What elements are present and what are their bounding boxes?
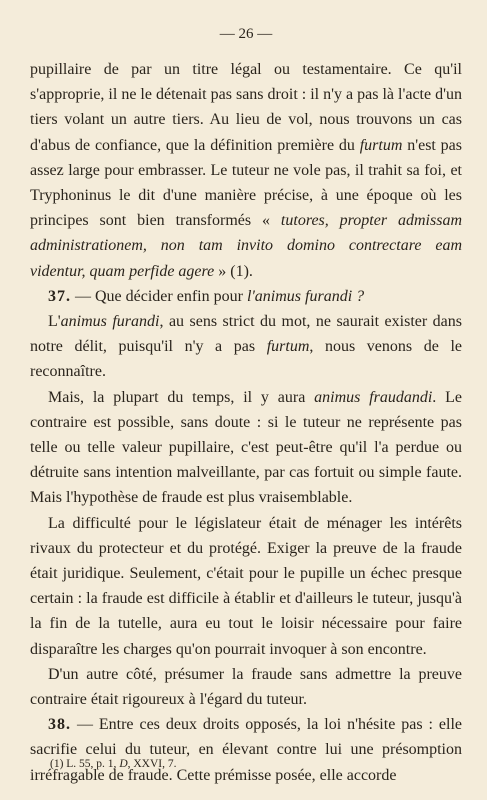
text-run: n'est pas assez large pour embrasser. Le tuteur ne vole pas, il trahit sa foi, et Tryphoninus le dit d'une manière précise, à une époque où les principes sont bien transformés « (30, 136, 463, 230)
italic-text: animus fraudandi (314, 388, 433, 406)
paragraph (30, 385, 462, 511)
paragraph (30, 511, 462, 662)
text-run: La difficulté pour le législateur était de ménager les intérêts rivaux du protecteur et du protégé. Exiger la preuve de la fraude était juridique. Seulement, c'était pour le pupille un échec presque certain : la fraude est difficile à établir et d'ailleurs le tuteur, jusqu'à la fin de la tutelle, aura eu tout le loisir nécessaire pour faire disparaître les charges qu'on pourrait invoquer à son encontre. (30, 514, 462, 658)
italic-text: tutores, propter admissam administrationem, non tam invito domino contrectare eam videntur, quam perfide agere (30, 212, 462, 280)
body-text (30, 57, 462, 788)
text-run: , nous venons de le reconnaître. (30, 338, 462, 381)
footnote-area (30, 758, 462, 770)
italic-text: D (119, 758, 128, 770)
text-run: — Entre ces deux droits opposés, la loi n'hésite pas : elle sacrifie celui du tuteur, en élevant contre lui une présomption irréfragable de fraude. Cette prémisse posée, elle accorde (30, 716, 462, 784)
paragraph (30, 309, 462, 385)
section-number: 37. (48, 287, 71, 305)
text-run: D'un autre côté, présumer la fraude sans admettre la preuve contraire était rigoureux à l'égard du tuteur. (30, 665, 462, 709)
paragraph (30, 662, 462, 712)
italic-text: furtum (266, 338, 310, 356)
italic-text: animus furandi (60, 313, 160, 331)
footnote (30, 758, 462, 770)
text-run: , XXVI, 7. (127, 758, 177, 770)
text-run: Mais, la plupart du temps, il y aura (48, 388, 315, 406)
text-run: — Que décider enfin pour (71, 287, 247, 305)
text-run: pupillaire de par un titre légal ou testamentaire. Ce qu'il s'approprie, il ne le détenait pas sans droit : il n'y a pas là l'acte d'un tiers volant un autre tiers. Au lieu de vol, nous trouvons un cas d'abus de confiance, que la définition première du (30, 61, 462, 154)
page-number: — 26 — (219, 26, 273, 42)
text-run: . Le contraire est possible, sans doute : si le tuteur ne représente pas telle ou telle valeur pupillaire, c'est peut-être qu'il l'a perdue ou détruite sans intention malveillante, par cas fortuit ou simple faute. Mais l'hypothèse de fraude est plus vraisemblable. (30, 388, 462, 507)
page (30, 26, 462, 788)
text-run: L' (48, 313, 61, 331)
text-run: » (1). (214, 262, 253, 280)
paragraph (30, 712, 462, 788)
paragraph (30, 284, 462, 309)
italic-text: furtum (359, 136, 403, 154)
italic-text: l'animus furandi ? (246, 287, 365, 305)
paragraph (30, 57, 462, 284)
text-run: (1) L. 55, p. 1, (50, 758, 120, 770)
section-number: 38. (48, 716, 71, 734)
text-run: , au sens strict du mot, ne saurait exister dans notre délit, puisqu'il n'y a pas (30, 313, 463, 356)
